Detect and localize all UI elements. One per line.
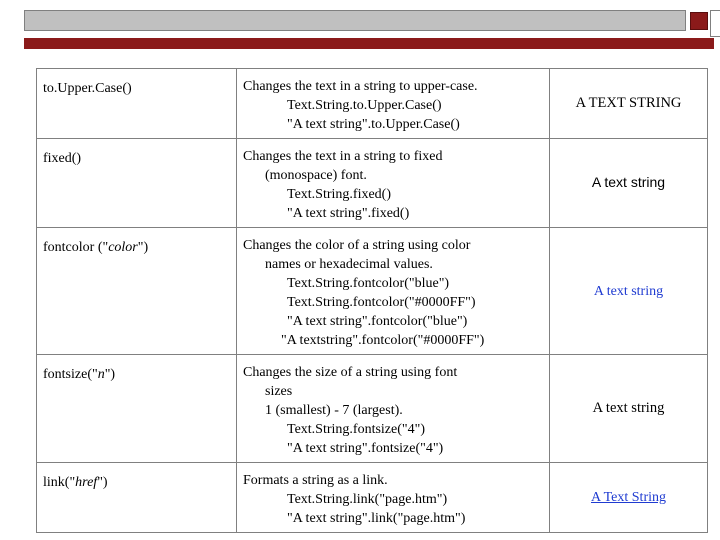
description-line: 1 (smallest) - 7 (largest).: [265, 403, 403, 418]
description-line: Formats a string as a link.: [243, 473, 388, 488]
description-cell: [237, 228, 550, 355]
sample-cell: [550, 463, 708, 533]
description-cell: [237, 355, 550, 463]
description-line: "A textstring".fontcolor("#0000FF"): [281, 333, 485, 348]
header-red-line: [24, 38, 714, 49]
description-line: Text.String.fontcolor("#0000FF"): [287, 295, 476, 310]
description-cell: [237, 463, 550, 533]
sample-cell: [550, 228, 708, 355]
table-row: [37, 69, 708, 139]
method-arg: href: [75, 475, 98, 490]
sample-link[interactable]: A Text String: [591, 490, 666, 505]
description-line: Changes the color of a string using color: [243, 238, 471, 253]
description-cell: [237, 139, 550, 228]
method-suffix: "): [97, 475, 108, 490]
sample-cell: [550, 69, 708, 139]
description-line: Text.String.fontcolor("blue"): [287, 276, 450, 291]
method-cell: [37, 139, 237, 228]
header-white-square: [710, 10, 720, 37]
description-line: names or hexadecimal values.: [265, 257, 433, 272]
table-row: [37, 463, 708, 533]
header-red-square: [690, 12, 708, 30]
description-line: Changes the size of a string using font: [243, 365, 458, 380]
description-line: Text.String.link("page.htm"): [287, 492, 448, 507]
description-line: (monospace) font.: [265, 168, 367, 183]
method-name: to.Upper.Case(): [43, 81, 132, 96]
description-cell: [237, 69, 550, 139]
method-arg: color: [108, 240, 138, 255]
method-prefix: fontcolor (": [43, 240, 109, 255]
description-line: Changes the text in a string to upper-case.: [243, 79, 478, 94]
method-name: fixed(): [43, 151, 82, 166]
description-line: "A text string".link("page.htm"): [287, 511, 466, 526]
description-line: Text.String.fontsize("4"): [287, 422, 425, 437]
table-row: [37, 228, 708, 355]
sample-output: A text string: [592, 400, 665, 416]
sample-cell: [550, 355, 708, 463]
description-line: "A text string".fontcolor("blue"): [287, 314, 468, 329]
method-cell: [37, 69, 237, 139]
string-methods-table: [36, 68, 708, 533]
sample-output: A text string: [593, 283, 664, 299]
description-line: Text.String.to.Upper.Case(): [287, 98, 442, 113]
table-row: [37, 139, 708, 228]
sample-output: A TEXT STRING: [575, 95, 682, 111]
method-cell: [37, 355, 237, 463]
method-prefix: link(": [43, 475, 76, 490]
description-line: "A text string".to.Upper.Case(): [287, 117, 460, 132]
method-suffix: "): [104, 367, 116, 382]
description-line: sizes: [265, 384, 293, 399]
table-row: [37, 355, 708, 463]
description-line: "A text string".fixed(): [287, 206, 410, 221]
method-arg: n: [97, 367, 105, 382]
sample-cell: [550, 139, 708, 228]
description-line: Changes the text in a string to fixed: [243, 149, 443, 164]
slide-header-bar: [24, 10, 714, 40]
method-prefix: fontsize(": [43, 367, 98, 382]
method-suffix: "): [137, 240, 149, 255]
method-cell: [37, 463, 237, 533]
description-line: "A text string".fontsize("4"): [287, 441, 444, 456]
header-gray-bar: [24, 10, 686, 31]
sample-output: A text string: [591, 174, 666, 190]
description-line: Text.String.fixed(): [287, 187, 391, 202]
method-cell: [37, 228, 237, 355]
